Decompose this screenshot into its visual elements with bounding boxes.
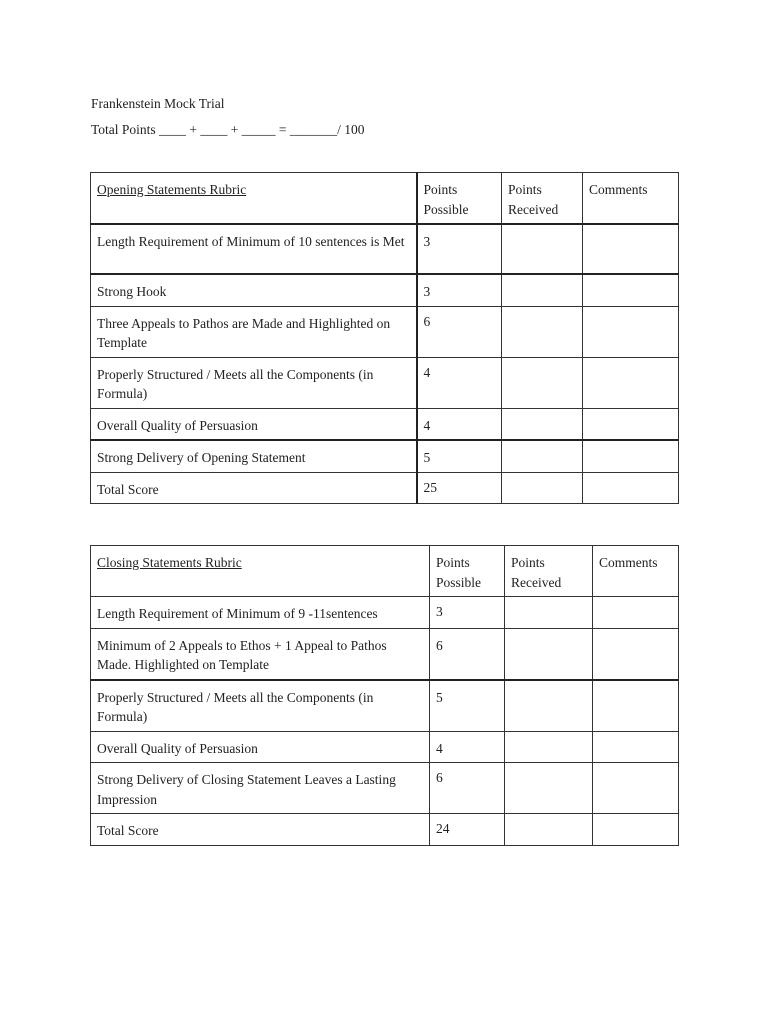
points-possible-header: Points Possible [430, 546, 505, 597]
rubric-title-cell [91, 546, 430, 597]
points-possible-cell: 4 [417, 357, 502, 408]
criteria-cell: Strong Delivery of Closing Statement Leaves a Lasting Impression [91, 763, 430, 814]
points-possible-cell: 6 [430, 628, 505, 680]
points-received-cell[interactable] [502, 224, 583, 274]
comments-cell[interactable] [583, 357, 679, 408]
comments-cell[interactable] [593, 597, 679, 629]
table-header-row [91, 173, 679, 225]
criteria-cell: Length Requirement of Minimum of 10 sentences is Met [91, 224, 417, 274]
points-possible-cell: 5 [430, 680, 505, 732]
comments-cell[interactable] [593, 763, 679, 814]
points-possible-cell: 3 [430, 597, 505, 629]
opening-rubric-table [90, 172, 679, 504]
document-title: Frankenstein Mock Trial [91, 96, 225, 111]
points-possible-cell: 5 [417, 440, 502, 472]
rubric-title: Opening Statements Rubric [97, 182, 247, 197]
rubric-title-cell [91, 173, 417, 225]
criteria-cell: Overall Quality of Persuasion [91, 408, 417, 440]
points-received-header: Points Received [502, 173, 583, 225]
points-received-cell[interactable] [505, 597, 593, 629]
points-possible-cell: 6 [417, 306, 502, 357]
comments-cell[interactable] [593, 731, 679, 763]
points-received-cell[interactable] [505, 731, 593, 763]
points-received-cell[interactable] [502, 408, 583, 440]
table-row [91, 408, 679, 440]
points-possible-cell: 24 [430, 814, 505, 846]
comments-cell[interactable] [583, 306, 679, 357]
rubric-title: Closing Statements Rubric [97, 555, 242, 570]
points-possible-cell: 6 [430, 763, 505, 814]
table-row [91, 274, 679, 306]
table-header-row [91, 546, 679, 597]
table-row [91, 306, 679, 357]
comments-cell[interactable] [583, 472, 679, 504]
points-received-header: Points Received [505, 546, 593, 597]
points-received-cell[interactable] [505, 814, 593, 846]
points-received-cell[interactable] [502, 274, 583, 306]
criteria-cell: Overall Quality of Persuasion [91, 731, 430, 763]
comments-cell[interactable] [583, 408, 679, 440]
criteria-cell: Strong Hook [91, 274, 417, 306]
table-row [91, 440, 679, 472]
comments-cell[interactable] [583, 274, 679, 306]
points-received-cell[interactable] [502, 472, 583, 504]
points-possible-cell: 4 [417, 408, 502, 440]
points-possible-header: Points Possible [417, 173, 502, 225]
criteria-cell: Minimum of 2 Appeals to Ethos + 1 Appeal to Pathos Made. Highlighted on Template [91, 628, 430, 680]
table-row [91, 357, 679, 408]
points-possible-cell: 3 [417, 274, 502, 306]
comments-cell[interactable] [583, 224, 679, 274]
criteria-cell: Strong Delivery of Opening Statement [91, 440, 417, 472]
points-received-cell[interactable] [505, 763, 593, 814]
criteria-cell: Length Requirement of Minimum of 9 -11sentences [91, 597, 430, 629]
points-received-cell[interactable] [502, 440, 583, 472]
criteria-cell: Properly Structured / Meets all the Components (in Formula) [91, 680, 430, 732]
table-row [91, 763, 679, 814]
comments-cell[interactable] [583, 440, 679, 472]
points-received-cell[interactable] [505, 628, 593, 680]
points-possible-cell: 3 [417, 224, 502, 274]
points-possible-cell: 25 [417, 472, 502, 504]
comments-cell[interactable] [593, 628, 679, 680]
comments-header: Comments [593, 546, 679, 597]
table-row [91, 731, 679, 763]
total-score-row [91, 472, 679, 504]
comments-header: Comments [583, 173, 679, 225]
points-received-cell[interactable] [502, 306, 583, 357]
total-points-line: Total Points ____ + ____ + _____ = _______/ 100 [91, 122, 365, 137]
total-score-row [91, 814, 679, 846]
criteria-cell: Total Score [91, 814, 430, 846]
points-possible-cell: 4 [430, 731, 505, 763]
comments-cell[interactable] [593, 680, 679, 732]
criteria-cell: Properly Structured / Meets all the Components (in Formula) [91, 357, 417, 408]
table-row [91, 680, 679, 732]
criteria-cell: Three Appeals to Pathos are Made and Highlighted on Template [91, 306, 417, 357]
comments-cell[interactable] [593, 814, 679, 846]
closing-rubric-table [90, 545, 679, 846]
criteria-cell: Total Score [91, 472, 417, 504]
table-row [91, 597, 679, 629]
table-row [91, 224, 679, 274]
table-row [91, 628, 679, 680]
points-received-cell[interactable] [505, 680, 593, 732]
points-received-cell[interactable] [502, 357, 583, 408]
